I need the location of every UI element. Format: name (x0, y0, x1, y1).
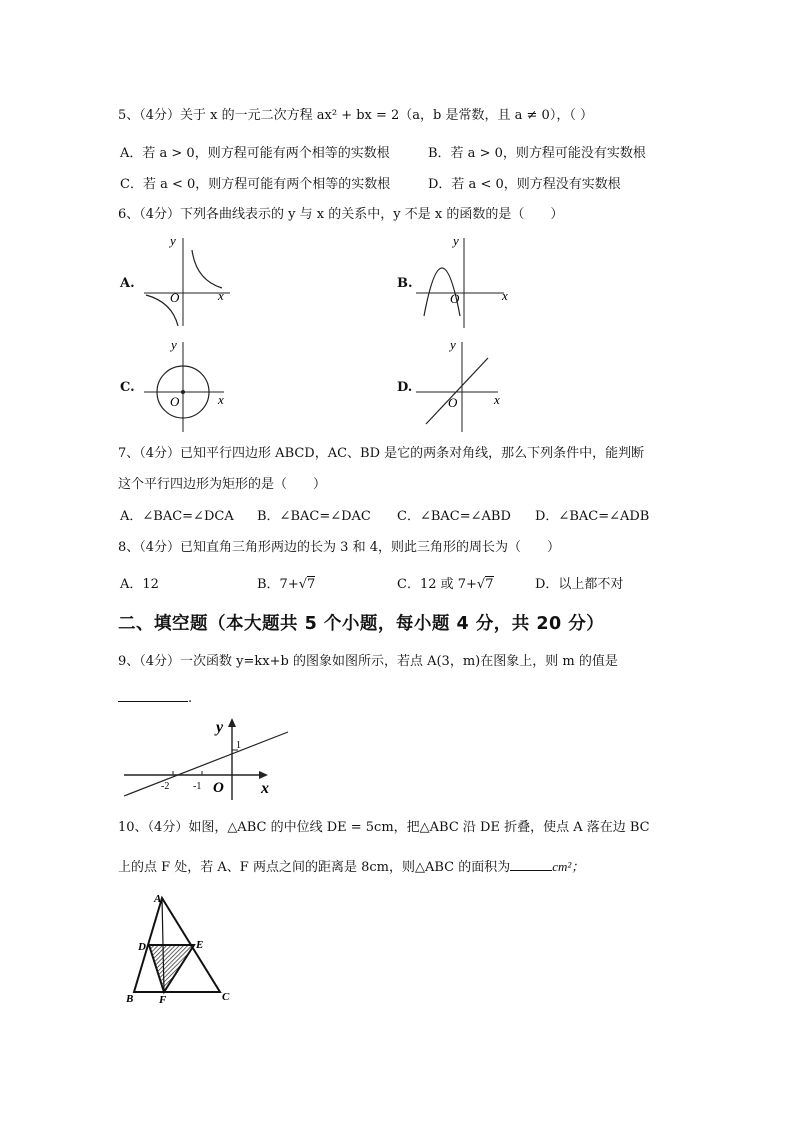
q8-option-b (257, 577, 315, 593)
sqrt-symbol: √ (298, 577, 308, 592)
q10-unit: cm²； (552, 859, 585, 874)
q10-stem-line1: 10、（4分）如图，△ABC 的中位线 DE = 5cm，把△ABC 沿 DE 折叠，使点 A 落在边 BC (118, 820, 650, 835)
q6b-origin-label: O (450, 291, 460, 306)
q6c-origin-label: O (170, 394, 180, 409)
q7-option-b: B．∠BAC=∠DAC (257, 509, 371, 524)
q10-label-a: A (154, 893, 162, 905)
q10-label-d: D (138, 941, 146, 953)
q6c-x-label: x (218, 392, 224, 407)
q7-option-c: C．∠BAC=∠ABD (397, 509, 511, 524)
q8-option-c-prefix: C．12 或 7+ (397, 577, 477, 592)
q5-option-b: B．若 a > 0，则方程可能没有实数根 (428, 146, 646, 161)
q9-y-label: y (216, 719, 224, 736)
q10-label-b: B (126, 993, 134, 1005)
q7-option-d: D．∠BAC=∠ADB (535, 509, 650, 524)
q8-option-b-prefix: B．7+ (257, 577, 299, 592)
q9-origin-label: O (213, 780, 224, 796)
q9-answer-blank (118, 688, 192, 707)
q9-tick-neg2: -2 (161, 781, 170, 792)
q8-option-d: D．以上都不对 (535, 577, 624, 592)
q6-label-a: A. (120, 276, 135, 291)
q9-stem: 9、（4分）一次函数 y=kx+b 的图象如图所示，若点 A(3，m)在图象上，则 m 的值是 (118, 654, 618, 669)
q6-label-b: B. (397, 276, 413, 291)
q6-label-c: C. (120, 380, 135, 395)
q10-blank-line (510, 857, 552, 871)
q6b-y-label: y (453, 233, 459, 248)
q10-label-f: F (159, 994, 167, 1006)
q9-graph (118, 712, 298, 802)
sqrt-symbol: √ (476, 577, 486, 592)
q8-option-c (397, 577, 494, 593)
q9-blank-period: . (188, 691, 193, 706)
q6-graph-c (140, 336, 240, 436)
q5-option-a: A．若 a > 0，则方程可能有两个相等的实数根 (120, 146, 390, 161)
q5-option-c: C．若 a < 0，则方程可能有两个相等的实数根 (120, 177, 391, 192)
q6c-y-label: y (171, 337, 177, 352)
q6b-x-label: x (502, 288, 508, 303)
q6-label-d: D. (397, 380, 413, 395)
q8-option-c-radicand: 7 (485, 577, 494, 592)
q9-tick-1: 1 (236, 740, 241, 751)
q10-label-c: C (222, 991, 230, 1003)
q6a-x-label: x (218, 288, 224, 303)
q10-triangle-figure (124, 890, 244, 1010)
q9-x-label: x (261, 780, 269, 797)
q8-option-a: A．12 (120, 577, 159, 592)
q5-option-d: D．若 a < 0，则方程没有实数根 (428, 177, 621, 192)
q6a-origin-label: O (170, 290, 180, 305)
q6d-y-label: y (450, 337, 456, 352)
q7-option-a: A．∠BAC=∠DCA (120, 509, 234, 524)
q7-stem-line1: 7、（4分）已知平行四边形 ABCD，AC、BD 是它的两条对角线，那么下列条件中，能判断 (118, 446, 645, 461)
q9-tick-neg1: -1 (193, 781, 202, 792)
q6-stem: 6、（4分）下列各曲线表示的 y 与 x 的关系中，y 不是 x 的函数的是（ ） (118, 207, 564, 222)
q8-stem: 8、（4分）已知直角三角形两边的长为 3 和 4，则此三角形的周长为（ ） (118, 540, 560, 555)
q10-label-e: E (196, 939, 204, 951)
q6a-y-label: y (170, 233, 176, 248)
q6-graph-b (412, 232, 522, 332)
q5-stem: 5、（4分）关于 x 的一元二次方程 ax² + bx = 2（a，b 是常数，且 a ≠ 0），（ ） (118, 108, 593, 123)
q6-graph-d (412, 336, 512, 436)
q9-blank-line (118, 688, 188, 702)
q6-graph-a (140, 232, 240, 332)
q6d-origin-label: O (448, 395, 458, 410)
q8-option-b-radicand: 7 (307, 577, 316, 592)
q6d-x-label: x (494, 392, 500, 407)
section2-title: 二、填空题（本大题共 5 个小题，每小题 4 分，共 20 分） (118, 614, 605, 634)
q10-stem-line2 (118, 857, 584, 876)
q10-stem-line2-text: 上的点 F 处，若 A、F 两点之间的距离是 8cm，则△ABC 的面积为 (118, 860, 511, 875)
q7-stem-line2: 这个平行四边形为矩形的是（ ） (118, 477, 327, 492)
